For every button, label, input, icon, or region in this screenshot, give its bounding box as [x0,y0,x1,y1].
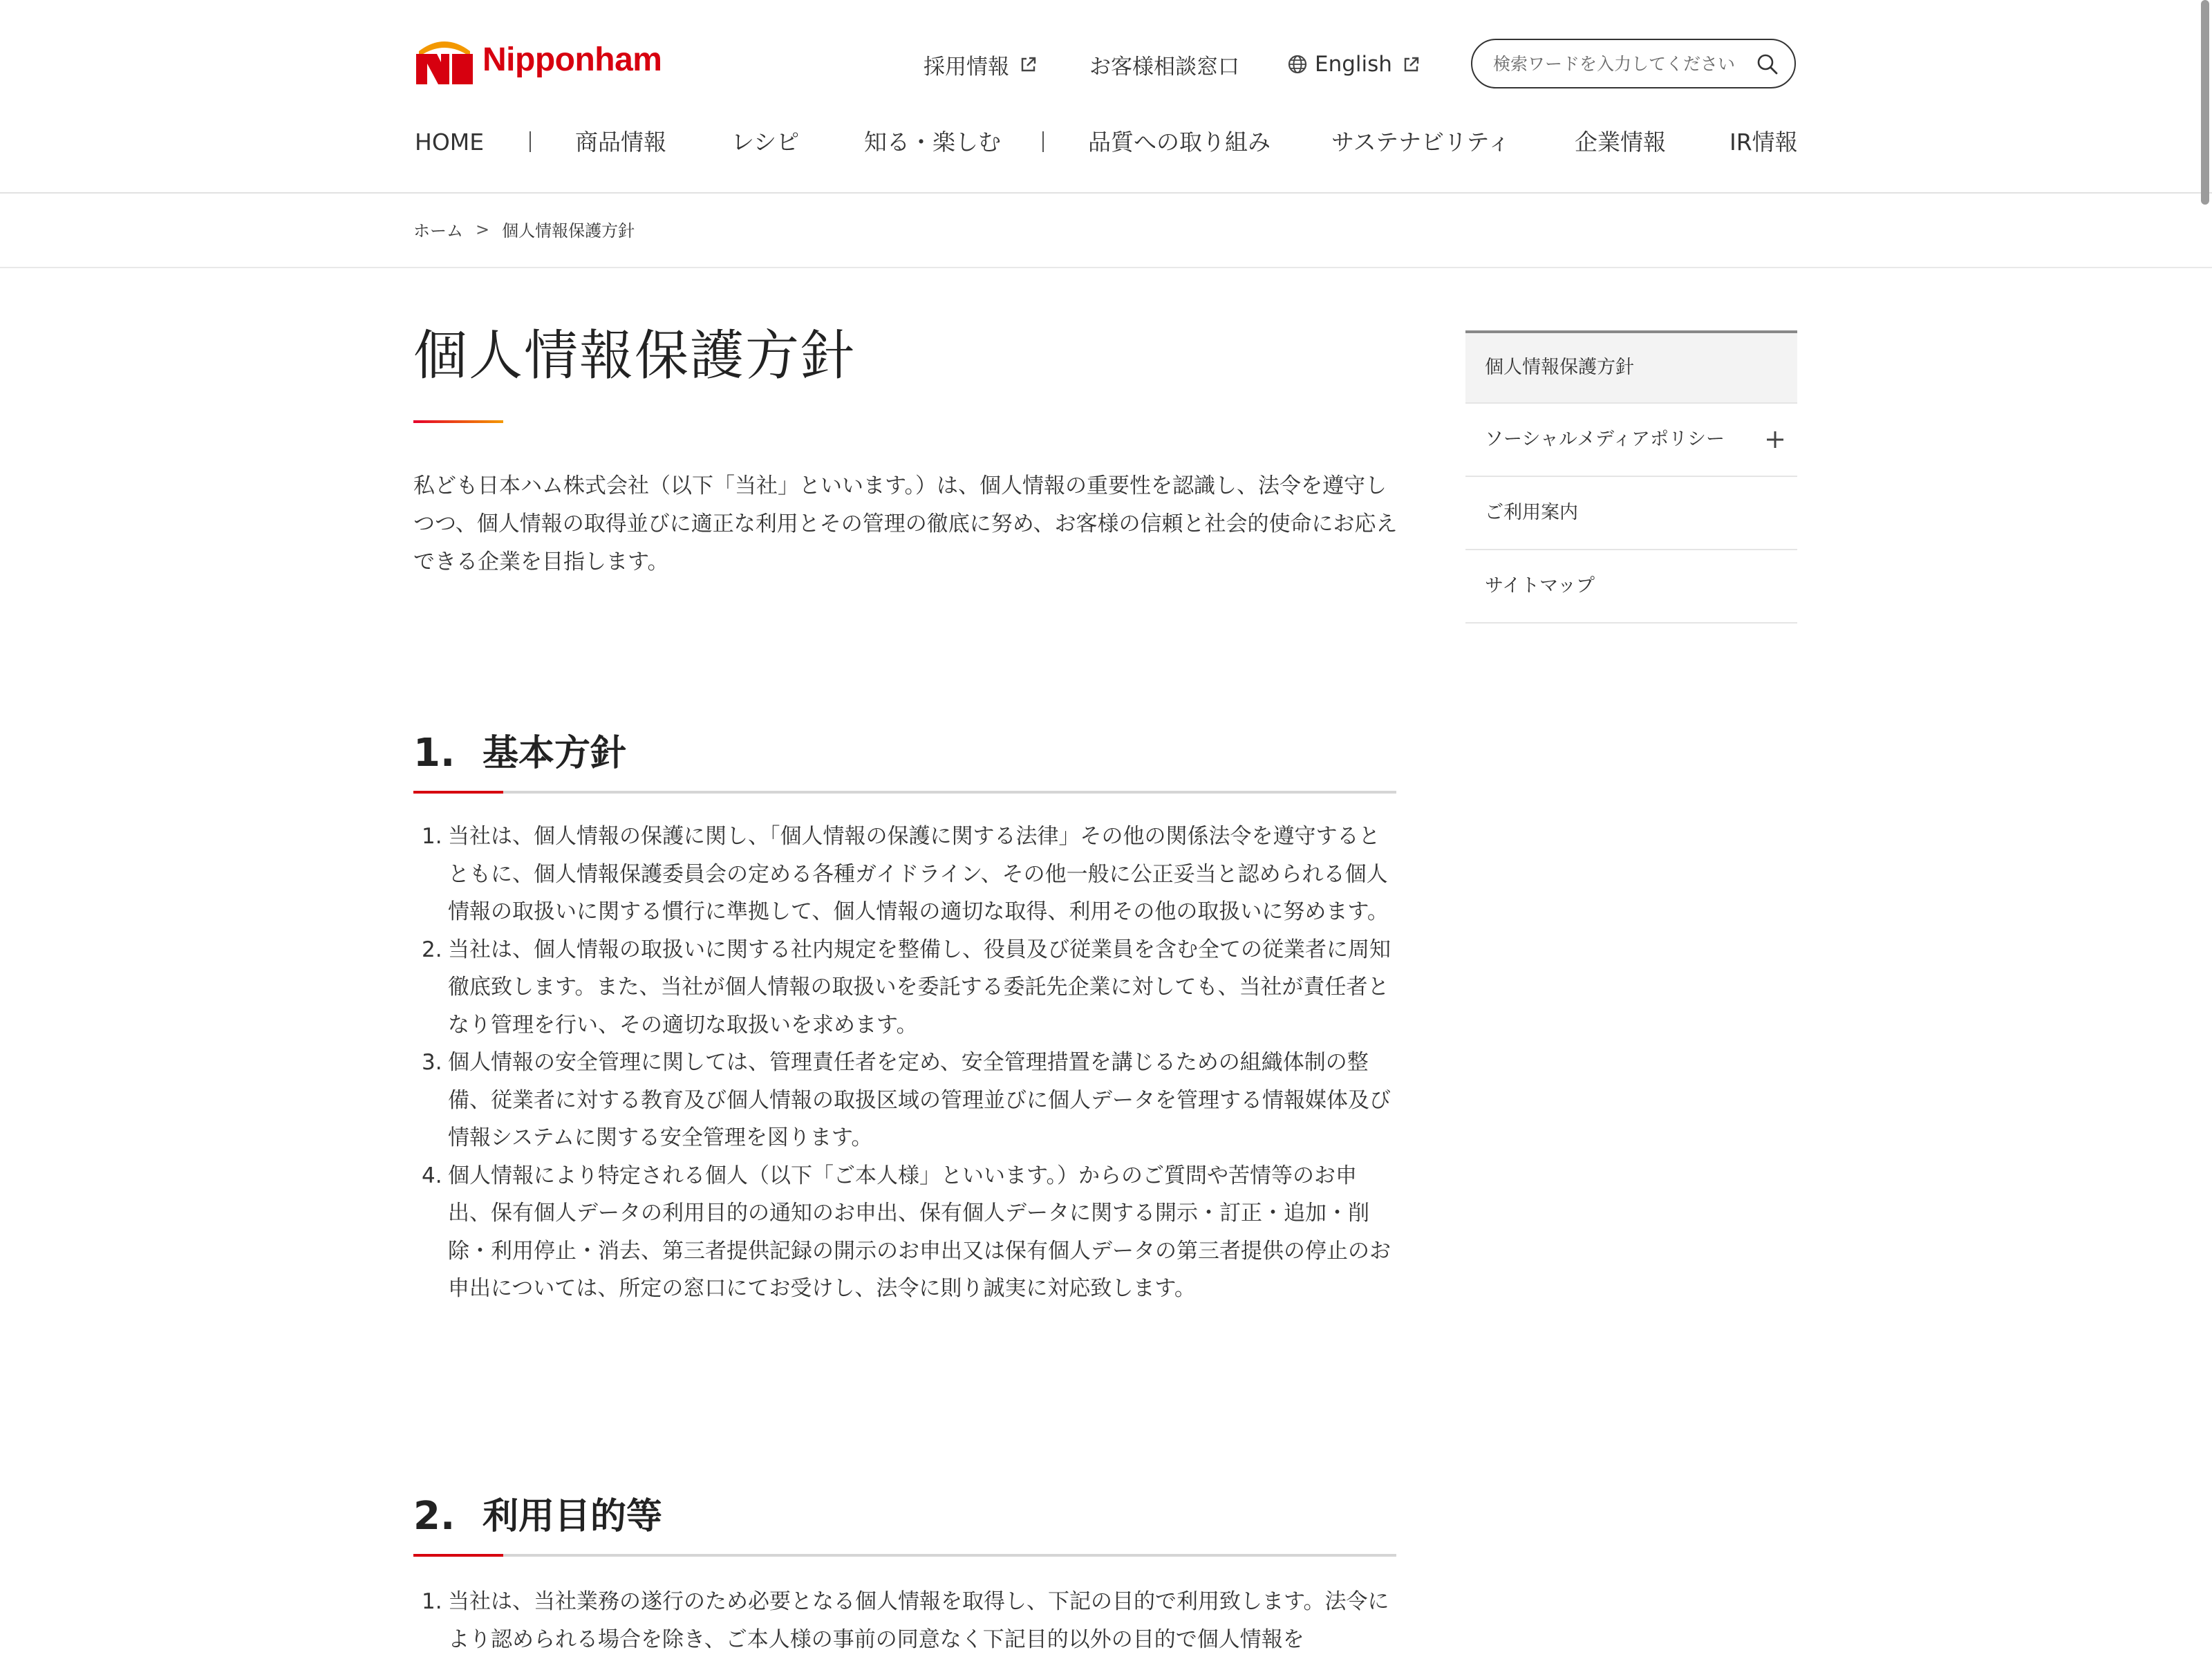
nav-home[interactable]: HOME [415,129,485,156]
list-item-text: 当社は、個人情報の保護に関し、「個人情報の保護に関する法律」その他の関係法令を遵守するとともに、個人情報保護委員会の定める各種ガイドライン、その他一般に公正妥当と認められる個人情報の取扱いに関する慣行に準拠して、個人情報の適切な取得、利用その他の取扱いに努めます。 [448,824,1389,924]
list-item-number: 3. [422,1050,442,1075]
section-number: 2. [413,1494,456,1539]
nav-divider [529,131,531,152]
sidenav-item-privacy-policy[interactable] [1465,330,1797,404]
globe-icon [1287,54,1308,75]
customer-contact-label: お客様相談窓口 [1089,54,1239,79]
section-rule-accent [413,791,503,794]
search-box [1471,39,1796,88]
intro-paragraph: 私ども日本ハム株式会社（以下「当社」といいます。）は、個人情報の重要性を認識し、法令を遵守しつつ、個人情報の取得並びに適正な利用とその管理の徹底に努め、お客様の信頼と社会的使命にお応えできる企業を目指します。 [413,474,1398,574]
title-underline [413,420,503,423]
breadcrumb-current: 個人情報保護方針 [502,221,635,241]
list-item-text: 個人情報の安全管理に関しては、管理責任者を定め、安全管理措置を講じるための組織体制の整備、従業者に対する教育及び個人情報の取扱区域の管理並びに個人データを管理する情報媒体及び情報システムに関する安全管理を図ります。 [448,1050,1391,1150]
list-item-text: 当社は、個人情報の取扱いに関する社内規定を整備し、役員及び従業員を含む全ての従業者に周知徹底致します。また、当社が個人情報の取扱いを委託する委託先企業に対しても、当社が責任者となり管理を行い、その適切な取扱いを求めます。 [448,937,1391,1038]
list-item-text: 個人情報により特定される個人（以下「ご本人様」といいます。）からのご質問や苦情等のお申出、保有個人データの利用目的の通知のお申出、保有個人データに関する開示・訂正・追加・削除・利用停止・消去、第三者提供記録の開示のお申出又は保有個人データの第三者提供の停止のお申出については、所定の窓口にてお受けし、法令に則り誠実に対応致します。 [448,1163,1391,1301]
list-item [413,1157,1395,1308]
section-title: 利用目的等 [482,1496,663,1537]
breadcrumb-home[interactable]: ホーム [413,221,463,241]
section-heading [413,719,1396,788]
nav-ir[interactable]: IR情報 [1730,129,1798,156]
page-title: 個人情報保護方針 [413,325,856,387]
list-item-number: 2. [422,937,442,962]
nav-sustainability[interactable]: サステナビリティ [1331,129,1510,156]
breadcrumb-separator: > [476,219,490,239]
nh-logo-icon [413,33,476,86]
list-item [413,1044,1395,1157]
nav-products[interactable]: 商品情報 [575,129,666,156]
breadcrumb-bar [0,194,2212,268]
sidenav-item-label: サイトマップ [1485,575,1595,597]
list-item [413,818,1395,931]
section-rule [413,1554,1396,1557]
section-rule [413,791,1396,794]
list-item [413,1583,1395,1658]
policy-list [413,1583,1395,1658]
plus-icon[interactable] [1765,430,1785,449]
list-item-text: 当社は、当社業務の遂行のため必要となる個人情報を取得し、下記の目的で利用致します。法令により認められる場合を除き、ご本人様の事前の同意なく下記目的以外の目的で個人情報を [448,1589,1389,1652]
logo-wordmark: Nipponham [482,41,662,78]
sidenav-item-terms-of-use[interactable] [1465,477,1797,550]
recruit-link[interactable] [924,39,1038,90]
section-title: 基本方針 [482,733,627,774]
sidenav-item-label: ソーシャルメディアポリシー [1485,429,1725,450]
search-icon[interactable] [1756,53,1779,76]
section-number: 1. [413,731,456,776]
list-item [413,931,1395,1044]
global-nav [0,123,2212,162]
customer-contact-link[interactable] [1089,39,1239,90]
list-item-number: 1. [422,824,442,849]
site-header [0,0,2212,194]
section-rule-accent [413,1554,503,1557]
recruit-link-label: 採用情報 [924,54,1009,79]
scrollbar[interactable] [2201,0,2209,205]
nav-divider [1042,131,1044,152]
sidenav-item-label: ご利用案内 [1485,502,1578,523]
nav-quality[interactable]: 品質への取り組み [1088,129,1271,156]
sidenav-item-social-media-policy[interactable] [1465,404,1797,477]
nav-corporate[interactable]: 企業情報 [1575,129,1666,156]
list-item-number: 4. [422,1163,442,1188]
external-link-icon [1402,55,1421,74]
breadcrumb [413,217,635,241]
english-link-label: English [1315,52,1392,77]
policy-list [413,818,1395,1308]
search-input[interactable] [1492,53,1743,75]
section-heading [413,1482,1396,1551]
list-item-number: 1. [422,1589,442,1614]
side-nav [1465,330,1797,624]
external-link-icon [1019,55,1038,74]
nav-learn-enjoy[interactable]: 知る・楽しむ [864,129,1001,156]
sidenav-item-sitemap[interactable] [1465,550,1797,624]
english-link[interactable] [1287,39,1421,90]
sidenav-item-label: 個人情報保護方針 [1485,357,1634,378]
nipponham-logo[interactable] [413,33,662,86]
nav-recipes[interactable]: レシピ [731,129,800,156]
